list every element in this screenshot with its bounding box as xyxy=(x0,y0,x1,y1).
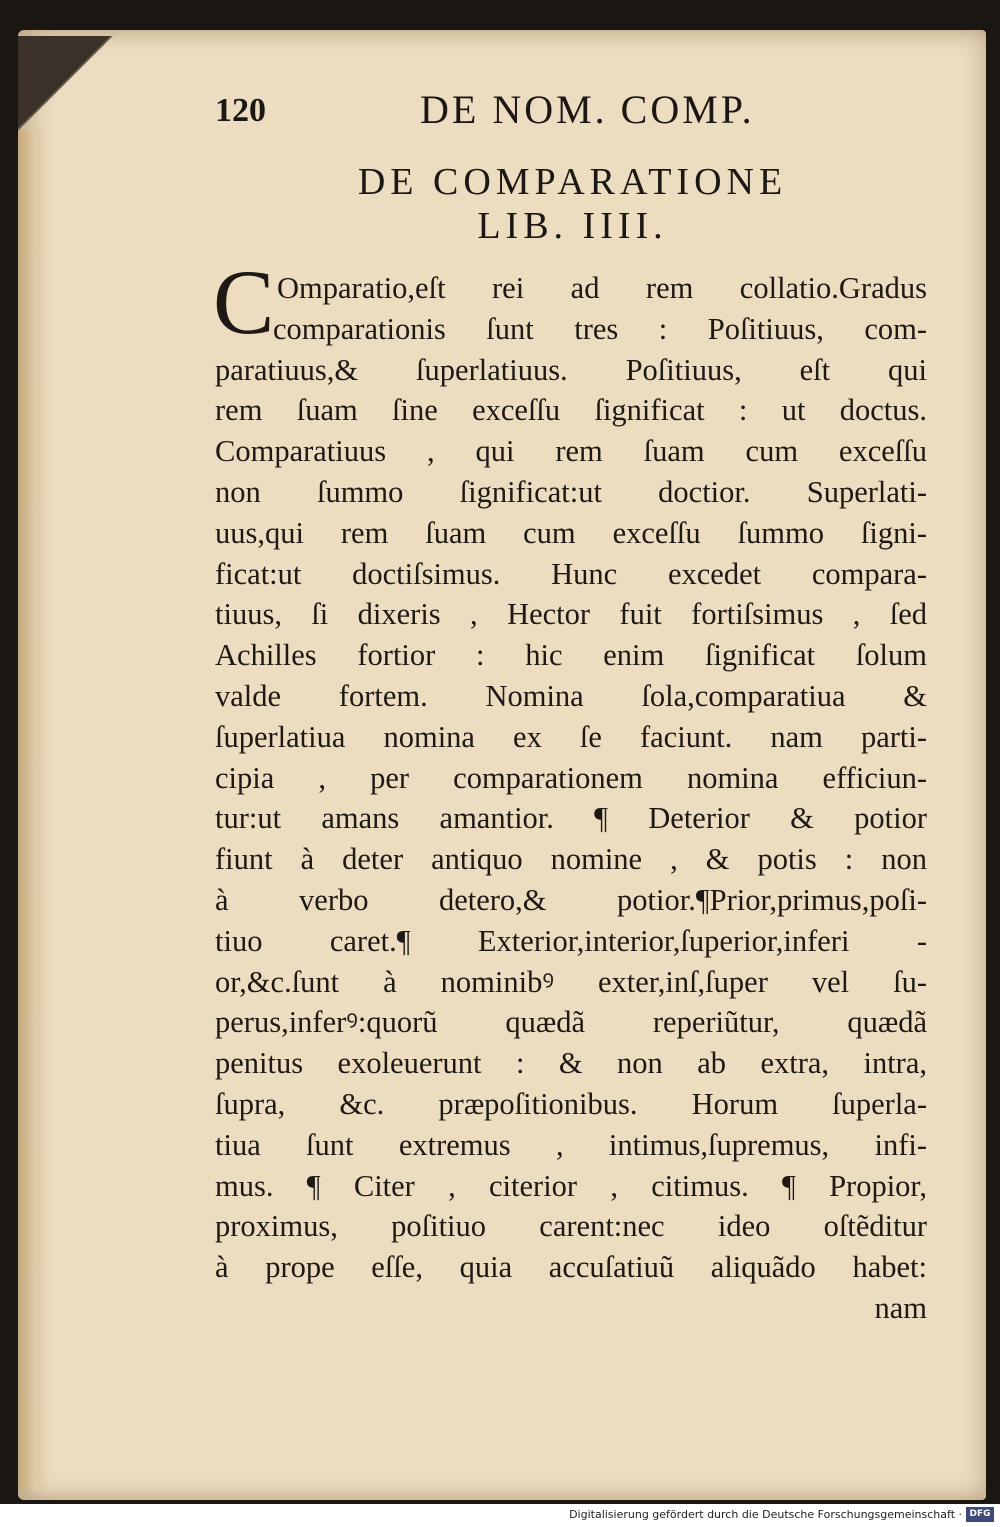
running-head xyxy=(215,86,835,146)
text-line: rem ſuam ſine exceſſu ſignificat : ut doctus. xyxy=(215,393,927,428)
text-line: ſupra, &c. præpoſitionibus. Horum ſuperla- xyxy=(215,1086,927,1121)
text-line: comparationis ſunt tres : Poſitiuus, com- xyxy=(273,311,927,346)
chapter-title-line-2: LIB. IIII. xyxy=(477,205,668,247)
text-line: tur:ut amans amantior. ¶ Deterior & potior xyxy=(215,801,927,836)
body-text xyxy=(213,251,927,1329)
text-line: perus,inferꝰ:quorũ quædã reperiũtur, quædã xyxy=(215,1005,927,1040)
text-line: ſuperlatiua nomina ex ſe faciunt. nam parti- xyxy=(215,719,927,754)
page-number: 120 xyxy=(215,92,266,129)
text-line: tiuus, ſi dixeris , Hector fuit fortiſsimus , ſed xyxy=(215,597,927,632)
drop-cap: C xyxy=(213,251,275,353)
text-line: fiunt à deter antiquo nomine , & potis : non xyxy=(215,842,927,877)
text-line: proximus, poſitiuo carent:nec ideo oſtẽditur xyxy=(215,1209,927,1244)
chapter-title-line-1: DE COMPARATIONE xyxy=(357,161,788,203)
text-line: paratiuus,& ſuperlatiuus. Poſitiuus, eſt qui xyxy=(215,352,927,387)
text-line: ficat:ut doctiſsimus. Hunc excedet compara- xyxy=(215,556,927,591)
page-edge-shadow xyxy=(18,130,48,1490)
running-title: DE NOM. COMP. xyxy=(420,87,755,132)
funding-credit: Digitalisierung gefördert durch die Deutsche Forschungsgemeinschaft · xyxy=(569,1508,962,1521)
text-line: uus,qui rem ſuam cum exceſſu ſummo ſigni- xyxy=(215,515,927,550)
text-line: tiuo caret.¶ Exterior,interior,ſuperior,inferi - xyxy=(215,923,927,958)
digitization-footer xyxy=(0,1504,1000,1527)
text-line: non ſummo ſignificat:ut doctior. Superlati- xyxy=(215,474,927,509)
text-line: mus. ¶ Citer , citerior , citimus. ¶ Propior, xyxy=(215,1168,927,1203)
text-line: à prope eſſe, quia accuſatiuũ aliquãdo habet: xyxy=(215,1250,927,1285)
dfg-logo-icon: DFG xyxy=(966,1507,994,1522)
catchword: nam xyxy=(874,1290,927,1325)
chapter-title xyxy=(215,160,930,248)
text-line: penitus exoleuerunt : & non ab extra, intra, xyxy=(215,1046,927,1081)
text-line: or,&c.ſunt à nominibꝰ exter,inſ,ſuper vel ſu- xyxy=(215,964,927,999)
text-line: tiua ſunt extremus , intimus,ſupremus, infi- xyxy=(215,1127,927,1162)
text-line: valde fortem. Nomina ſola,comparatiua & xyxy=(215,678,927,713)
text-line: Comparatiuus , qui rem ſuam cum exceſſu xyxy=(215,434,927,469)
text-line: Omparatio,eſt rei ad rem collatio.Gradus xyxy=(277,271,927,305)
text-line: à verbo detero,& potior.¶Prior,primus,poſi- xyxy=(215,882,927,917)
text-line: Achilles fortior : hic enim ſignificat ſolum xyxy=(215,638,927,673)
text-line: cipia , per comparationem nomina efficiun- xyxy=(215,760,927,795)
